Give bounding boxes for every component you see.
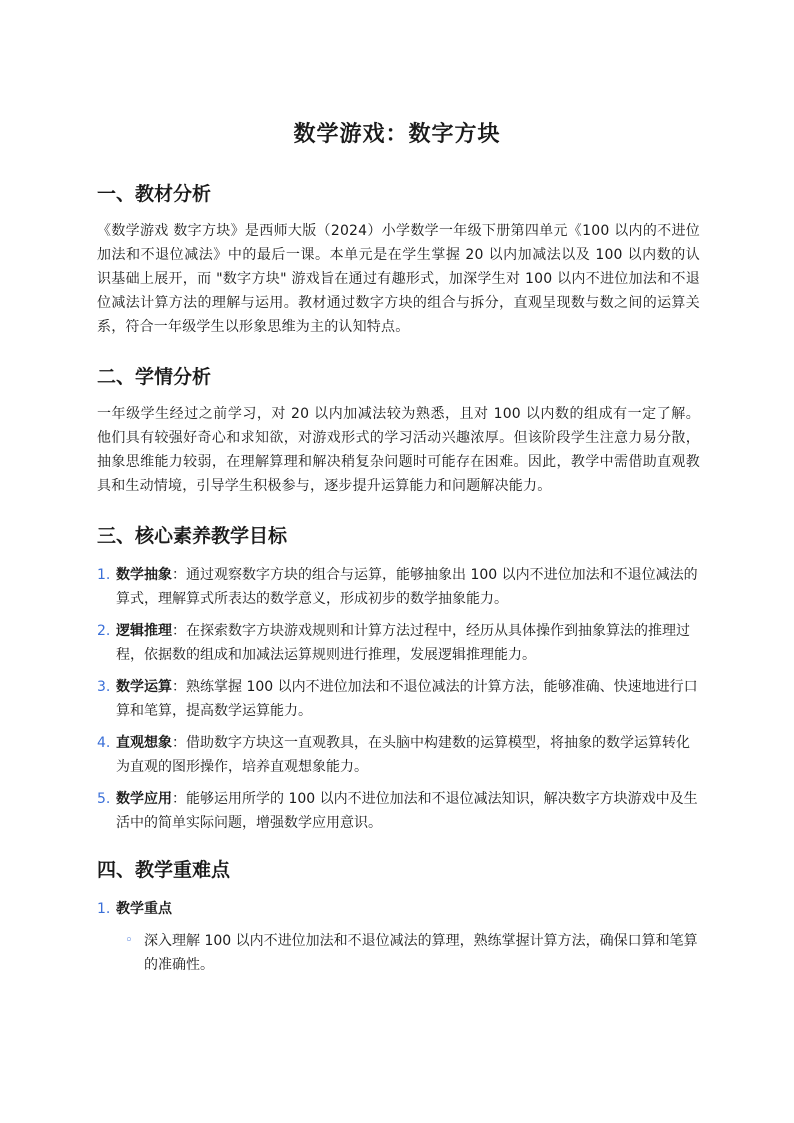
list-number: 1. xyxy=(97,567,111,583)
goal-term: 直观想象 xyxy=(116,735,172,751)
goal-separator: ： xyxy=(172,735,186,751)
goal-term: 逻辑推理 xyxy=(116,623,172,639)
section-heading-core-goals: 三、核心素养教学目标 xyxy=(97,525,288,547)
list-number: 3. xyxy=(97,679,111,695)
list-number: 4. xyxy=(97,735,111,751)
section-heading-key-points: 四、教学重难点 xyxy=(97,859,231,881)
textbook-analysis-paragraph: 《数学游戏 数字方块》是西师大版（2024）小学数学一年级下册第四单元《100 以内的不进位加法和不退位减法》中的最后一课。本单元是在学生掌握 20 以内加减法以及 100 以内数的认识基础上展开，而 "数字方块" 游戏旨在通过有趣形式，加深学生对 100 以内不进位加法和不退位减法计算方法的理解与运用。教材通过数字方块的组合与拆分，直观呈现数与数之间的运算关系，符合一年级学生以形象思维为主的认知特点。 xyxy=(97,223,700,335)
goal-text: 通过观察数字方块的组合与运算，能够抽象出 100 以内不进位加法和不退位减法的算式，理解算式所表达的数学意义，形成初步的数学抽象能力。 xyxy=(116,567,698,607)
goal-term: 数学应用 xyxy=(116,791,172,807)
goal-text: 借助数字方块这一直观教具，在头脑中构建数的运算模型，将抽象的数学运算转化为直观的图形操作，培养直观想象能力。 xyxy=(116,735,690,775)
goal-item-2 xyxy=(97,619,700,667)
key-point-bullet xyxy=(125,929,700,977)
key-point-term: 教学重点 xyxy=(116,901,172,917)
student-analysis-paragraph: 一年级学生经过之前学习，对 20 以内加减法较为熟悉，且对 100 以内数的组成有一定了解。他们具有较强好奇心和求知欲，对游戏形式的学习活动兴趣浓厚。但该阶段学生注意力易分散，抽象思维能力较弱，在理解算理和解决稍复杂问题时可能存在困难。因此，教学中需借助直观教具和生动情境，引导学生积极参与，逐步提升运算能力和问题解决能力。 xyxy=(97,406,700,494)
section-heading-textbook-analysis: 一、教材分析 xyxy=(97,183,212,205)
key-point-text: 深入理解 100 以内不进位加法和不退位减法的算理，熟练掌握计算方法，确保口算和笔算的准确性。 xyxy=(144,933,698,973)
list-number: 1. xyxy=(97,901,111,917)
goal-text: 在探索数字方块游戏规则和计算方法过程中，经历从具体操作到抽象算法的推理过程，依据数的组成和加减法运算规则进行推理，发展逻辑推理能力。 xyxy=(116,623,690,663)
goal-item-4 xyxy=(97,731,700,779)
document-title: 数学游戏：数字方块 xyxy=(293,122,501,147)
section-heading-student-analysis: 二、学情分析 xyxy=(97,366,212,388)
goal-text: 能够运用所学的 100 以内不进位加法和不退位减法知识，解决数字方块游戏中及生活中的简单实际问题，增强数学应用意识。 xyxy=(116,791,698,831)
goal-term: 数学运算 xyxy=(116,679,172,695)
bullet-icon: ◦ xyxy=(125,933,133,948)
goal-separator: ： xyxy=(172,623,186,639)
goal-item-5 xyxy=(97,787,700,835)
goal-separator: ： xyxy=(172,567,186,583)
goal-item-3 xyxy=(97,675,700,723)
goal-separator: ： xyxy=(172,791,186,807)
goal-item-1 xyxy=(97,563,700,611)
goal-text: 熟练掌握 100 以内不进位加法和不退位减法的计算方法，能够准确、快速地进行口算和笔算，提高数学运算能力。 xyxy=(116,679,698,719)
key-point-item-1 xyxy=(97,897,700,921)
list-number: 5. xyxy=(97,791,111,807)
goal-separator: ： xyxy=(172,679,186,695)
goal-term: 数学抽象 xyxy=(116,567,172,583)
list-number: 2. xyxy=(97,623,111,639)
